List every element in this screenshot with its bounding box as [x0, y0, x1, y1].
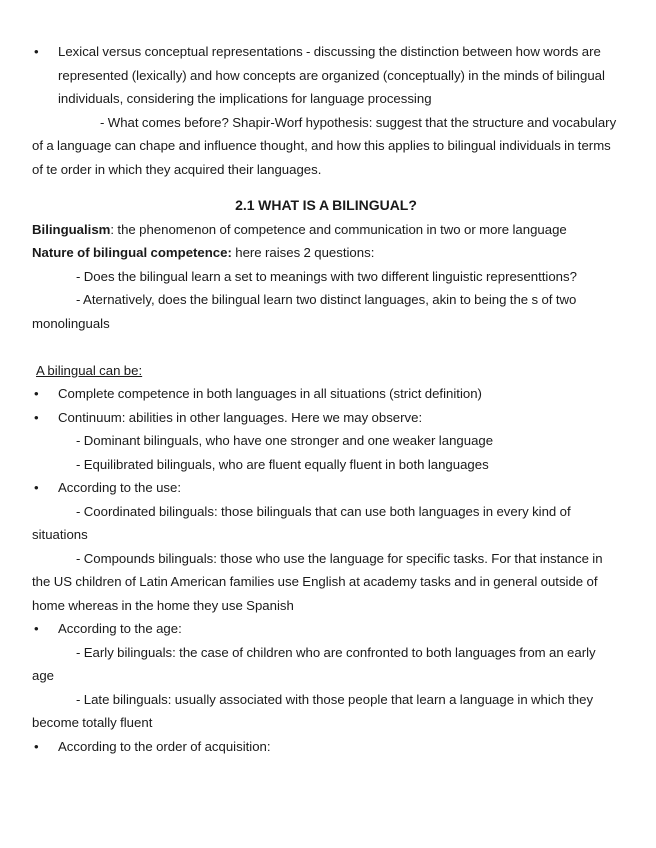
item-late: - Late bilinguals: usually associated with those people that learn a language in which they become totally fluent: [32, 691, 594, 730]
paragraph-what-comes-before: - What comes before? Shapir-Worf hypothesis: suggest that the structure and vocabulary of a language can chape and influence thought, and how this applies to bilingual individuals in terms of te order in which they acquired their languages.: [32, 114, 617, 177]
nature-term: Nature of bilingual competence:: [32, 245, 232, 260]
bullet-according-order: • According to the order of acquisition:: [32, 735, 620, 759]
bilingualism-def-text: : the phenomenon of competence and communication in two or more language: [110, 221, 567, 237]
bullet-complete-competence: • Complete competence in both languages in all situations (strict definition): [32, 382, 620, 406]
question-two: - Aternatively, does the bilingual learn two distinct languages, akin to being the s of two monolinguals: [32, 292, 577, 331]
spacer: [32, 335, 620, 359]
nature-of-competence: [32, 241, 620, 265]
item-equilibrated: - Equilibrated bilinguals, who are fluent equally fluent in both languages: [76, 456, 489, 472]
item-compounds: - Compounds bilinguals: those who use the language for specific tasks. For that instance in the US children of Latin American families use English at academy tasks and in general outside of home whereas in the home they use Spanish: [32, 550, 603, 613]
nature-def-text: here raises 2 questions:: [231, 245, 375, 260]
bullet-continuum: • Continuum: abilities in other languages. Here we may observe:: [32, 406, 620, 430]
item-early: - Early bilinguals: the case of children who are confronted to both languages from an early age: [32, 644, 596, 683]
bilingualism-definition: [32, 218, 620, 242]
bilingualism-term: Bilingualism: [32, 221, 111, 237]
section-title: 2.1 WHAT IS A BILINGUAL?: [235, 197, 417, 213]
item-dominant: - Dominant bilinguals, who have one stronger and one weaker language: [76, 433, 494, 448]
bullet-lexical-conceptual: • Lexical versus conceptual representations - discussing the distinction between how words are represented (lexically) and how concepts are organized (conceptually) in the minds of bilingual individuals, considering the implications for language processing: [32, 40, 620, 111]
question-one: - Does the bilingual learn a set to meanings with two different linguistic representtions?: [76, 268, 577, 284]
bullet-according-use: • According to the use:: [32, 476, 620, 500]
item-coordinated: - Coordinated bilinguals: those bilinguals that can use both languages in every kind of situations: [32, 503, 571, 542]
bilingual-can-be-heading: A bilingual can be:: [36, 362, 143, 378]
bullet-according-age: • According to the age:: [32, 617, 620, 641]
